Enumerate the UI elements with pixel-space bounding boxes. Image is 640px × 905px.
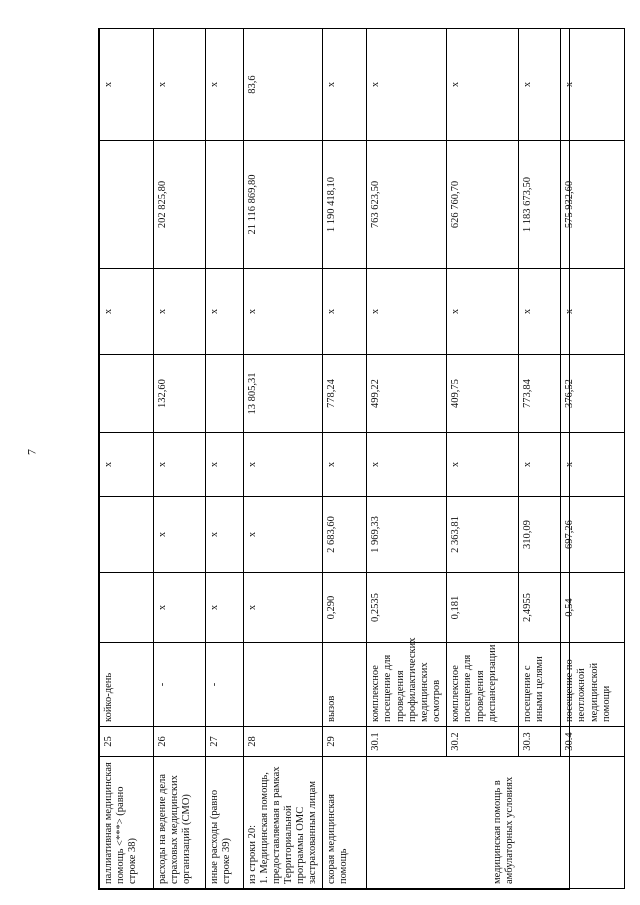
- row-name: [561, 757, 625, 889]
- row-c1: х: [244, 573, 323, 643]
- table-row: [561, 29, 625, 889]
- row-c4: 778,24: [323, 355, 367, 433]
- row-name: расходы на ведение дела страховых медицинских организаций (СМО): [154, 757, 206, 889]
- row-c6: 763 623,50: [367, 141, 447, 269]
- row-c4: 773,84: [519, 355, 561, 433]
- row-c7: х: [100, 29, 154, 141]
- row-line: 30.2: [447, 727, 519, 757]
- row-c7: х: [323, 29, 367, 141]
- row-name: из строки 20: 1. Медицинская помощь, предоставляемая в рамках Территориальной программы ОМС застрахованным лицам: [244, 757, 323, 889]
- row-unit: посещение по неотложной медицинской помощи: [561, 643, 625, 727]
- row-c6: 21 116 869,80: [244, 141, 323, 269]
- row-line: 30.4: [561, 727, 625, 757]
- row-c1: 0,181: [447, 573, 519, 643]
- row-c3: х: [561, 433, 625, 497]
- row-c7: х: [519, 29, 561, 141]
- row-c4: [206, 355, 244, 433]
- table-row: [447, 29, 519, 889]
- row-c7: х: [367, 29, 447, 141]
- table-row: [100, 29, 154, 889]
- row-unit: -: [206, 643, 244, 727]
- row-name: [367, 757, 447, 889]
- row-c1: х: [154, 573, 206, 643]
- row-line: 29: [323, 727, 367, 757]
- row-c1: [100, 573, 154, 643]
- row-c2: 697,26: [561, 497, 625, 573]
- row-c1: 0,2535: [367, 573, 447, 643]
- row-c6: 626 760,70: [447, 141, 519, 269]
- row-c3: х: [154, 433, 206, 497]
- row-unit: комплексное посещение для проведения диспансеризации: [447, 643, 519, 727]
- row-c4: 376,52: [561, 355, 625, 433]
- row-c3: х: [519, 433, 561, 497]
- table-row: [154, 29, 206, 889]
- row-c7: х: [206, 29, 244, 141]
- table-row: [519, 29, 561, 889]
- row-name: паллиативная медицинская помощь <***> (равно строке 38): [100, 757, 154, 889]
- row-c5: х: [100, 269, 154, 355]
- row-unit: койко-день: [100, 643, 154, 727]
- row-c7: х: [447, 29, 519, 141]
- row-c6: 202 825,80: [154, 141, 206, 269]
- row-line: 28: [244, 727, 323, 757]
- row-c7: х: [154, 29, 206, 141]
- row-c3: х: [206, 433, 244, 497]
- row-c5: х: [206, 269, 244, 355]
- row-c4: [100, 355, 154, 433]
- row-c2: 2 363,81: [447, 497, 519, 573]
- row-c2: 2 683,60: [323, 497, 367, 573]
- row-c1: 2,4955: [519, 573, 561, 643]
- row-c6: 1 183 673,50: [519, 141, 561, 269]
- table-row: [244, 29, 323, 889]
- row-c5: х: [323, 269, 367, 355]
- row-c4: 499,22: [367, 355, 447, 433]
- row-line: 30.1: [367, 727, 447, 757]
- row-line: 25: [100, 727, 154, 757]
- row-c6: 1 190 418,10: [323, 141, 367, 269]
- row-c6: 575 932,60: [561, 141, 625, 269]
- tariff-table: [99, 28, 625, 889]
- row-c5: х: [447, 269, 519, 355]
- row-c2: х: [206, 497, 244, 573]
- table-row: [367, 29, 447, 889]
- row-name: медицинская помощь в амбулаторных условиях: [447, 757, 519, 889]
- row-c3: х: [447, 433, 519, 497]
- row-unit: вызов: [323, 643, 367, 727]
- rotated-table: [99, 29, 612, 889]
- row-c2: 1 969,33: [367, 497, 447, 573]
- row-c2: х: [244, 497, 323, 573]
- row-c6: [206, 141, 244, 269]
- row-unit: -: [154, 643, 206, 727]
- tariff-table-container: [98, 28, 612, 890]
- row-c4: 409,75: [447, 355, 519, 433]
- row-c1: 0,290: [323, 573, 367, 643]
- row-name: скорая медицинская помощь: [323, 757, 367, 889]
- row-c7: 83,6: [244, 29, 323, 141]
- row-c6: [100, 141, 154, 269]
- table-row: [323, 29, 367, 889]
- row-line: 26: [154, 727, 206, 757]
- row-name: [519, 757, 561, 889]
- row-line: 27: [206, 727, 244, 757]
- row-c4: 13 805,31: [244, 355, 323, 433]
- row-c3: х: [323, 433, 367, 497]
- row-c1: 0,54: [561, 573, 625, 643]
- row-c2: х: [154, 497, 206, 573]
- row-c2: [100, 497, 154, 573]
- row-c4: 132,60: [154, 355, 206, 433]
- row-c3: х: [244, 433, 323, 497]
- row-c5: х: [519, 269, 561, 355]
- row-c1: х: [206, 573, 244, 643]
- row-unit: [244, 643, 323, 727]
- row-unit: посещение с иными целями: [519, 643, 561, 727]
- row-c7: х: [561, 29, 625, 141]
- row-unit: комплексное посещение для проведения профилактических медицинских осмотров: [367, 643, 447, 727]
- row-name: иные расходы (равно строке 39): [206, 757, 244, 889]
- row-line: 30.3: [519, 727, 561, 757]
- row-c5: х: [367, 269, 447, 355]
- row-c5: х: [244, 269, 323, 355]
- row-c3: х: [100, 433, 154, 497]
- page-number: 7: [24, 449, 39, 455]
- row-c5: х: [154, 269, 206, 355]
- row-c2: 310,09: [519, 497, 561, 573]
- row-c5: х: [561, 269, 625, 355]
- row-c3: х: [367, 433, 447, 497]
- table-row: [206, 29, 244, 889]
